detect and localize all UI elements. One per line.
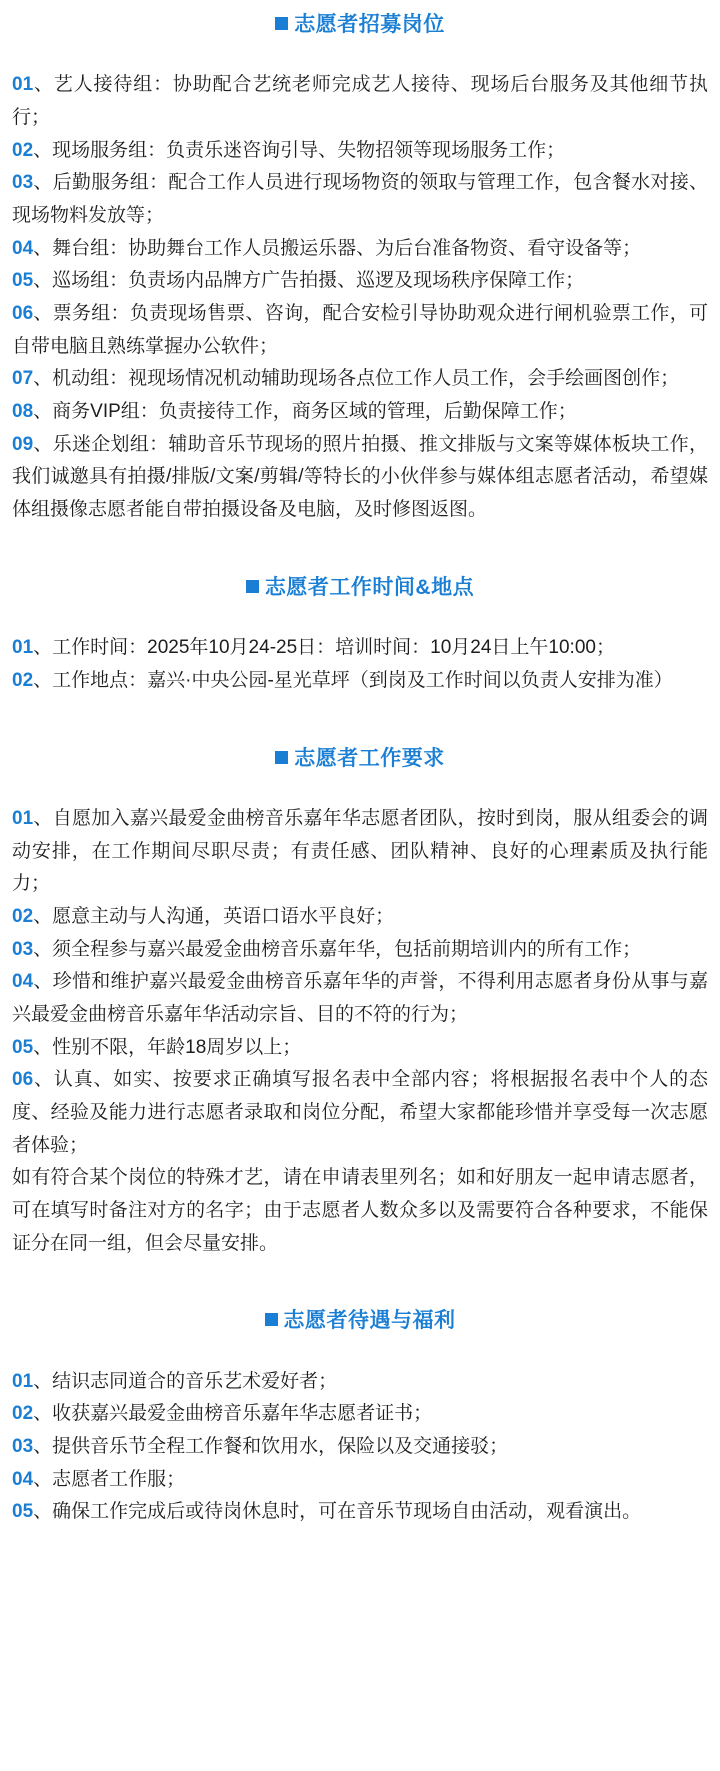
section-spacer (8, 527, 712, 573)
list-item-separator: 、 (33, 1036, 53, 1058)
list-item-number: 05 (12, 270, 34, 292)
list-item-separator: 、 (33, 237, 53, 259)
list-item-number: 03 (12, 172, 34, 194)
list-item (12, 1032, 708, 1065)
list-item-separator: 、 (33, 1436, 53, 1458)
list-item-separator: 、 (33, 971, 53, 993)
list-item-separator: 、 (33, 1370, 53, 1392)
list-item (12, 1366, 708, 1399)
list-item-text: 愿意主动与人沟通，英语口语水平良好； (52, 905, 395, 927)
list-item-number: 02 (12, 669, 34, 691)
list-item-number: 04 (12, 971, 34, 993)
list-item-number: 01 (12, 637, 34, 659)
list-item-number: 02 (12, 139, 34, 161)
document-section (8, 573, 712, 744)
list-item-separator: 、 (33, 637, 53, 659)
section-body (8, 1366, 712, 1529)
list-item-number: 03 (12, 938, 34, 960)
list-item-separator: 、 (33, 270, 53, 292)
section-heading-label: 志愿者工作时间&地点 (264, 575, 475, 599)
list-item (12, 1431, 708, 1464)
section-heading (8, 1306, 712, 1335)
list-item (12, 135, 708, 168)
list-item-text: 舞台组：协助舞台工作人员搬运乐器、为后台准备物资、看守设备等； (52, 237, 642, 259)
list-item-text: 巡场组：负责场内品牌方广告拍摄、巡逻及现场秩序保障工作； (52, 270, 585, 292)
list-item-separator: 、 (33, 74, 54, 96)
list-item-separator: 、 (33, 1403, 53, 1425)
square-bullet-icon (265, 1313, 278, 1326)
list-item-text: 如有符合某个岗位的特殊才艺，请在申请表里列名；如和好朋友一起申请志愿者，可在填写时备注对方的名字；由于志愿者人数众多以及需要符合各种要求，不能保证分在同一组，但会尽量安排。 (12, 1167, 708, 1254)
list-item-separator: 、 (33, 1069, 54, 1091)
square-bullet-icon (275, 751, 288, 764)
list-item-number: 06 (12, 1069, 34, 1091)
square-bullet-icon (275, 17, 288, 30)
list-item-text: 艺人接待组：协助配合艺统老师完成艺人接待、现场后台服务及其他细节执行； (12, 74, 708, 129)
list-item-text: 商务VIP组：负责接待工作，商务区域的管理，后勤保障工作； (52, 401, 577, 423)
section-body (8, 69, 712, 526)
list-item-separator: 、 (33, 139, 53, 161)
list-item-text: 志愿者工作服； (52, 1468, 186, 1490)
list-item-text: 须全程参与嘉兴最爱金曲榜音乐嘉年华，包括前期培训内的所有工作； (52, 938, 642, 960)
list-item-text: 机动组：视现场情况机动辅助现场各点位工作人员工作，会手绘画图创作； (52, 368, 680, 390)
section-heading-label: 志愿者待遇与福利 (283, 1309, 456, 1333)
list-item-text: 工作地点：嘉兴·中央公园-星光草坪（到岗及工作时间以负责人安排为准） (52, 669, 673, 691)
list-item-number: 02 (12, 1403, 34, 1425)
list-item (12, 298, 708, 363)
list-item-text: 收获嘉兴最爱金曲榜音乐嘉年华志愿者证书； (52, 1403, 433, 1425)
list-item (12, 396, 708, 429)
list-item-text: 认真、如实、按要求正确填写报名表中全部内容；将根据报名表中个人的态度、经验及能力进行志愿者录取和岗位分配，希望大家都能珍惜并享受每一次志愿者体验； (12, 1069, 708, 1156)
list-item-text: 珍惜和维护嘉兴最爱金曲榜音乐嘉年华的声誉，不得利用志愿者身份从事与嘉兴最爱金曲榜音乐嘉年华活动宗旨、目的不符的行为； (12, 971, 708, 1025)
list-item-separator: 、 (33, 303, 53, 325)
list-item-number: 02 (12, 905, 34, 927)
list-item-separator: 、 (33, 1468, 53, 1490)
list-item (12, 1496, 708, 1529)
section-spacer (8, 1260, 712, 1306)
list-item-number: 09 (12, 433, 34, 455)
list-item-text: 自愿加入嘉兴最爱金曲榜音乐嘉年华志愿者团队，按时到岗，服从组委会的调动安排，在工作期间尽职尽责；有责任感、团队精神、良好的心理素质及执行能力； (12, 807, 708, 895)
list-item-text: 现场服务组：负责乐迷咨询引导、失物招领等现场服务工作； (52, 139, 566, 161)
list-item-text: 乐迷企划组：辅助音乐节现场的照片拍摄、推文排版与文案等媒体板块工作，我们诚邀具有拍摄/排版/文案/剪辑/等特长的小伙伴参与媒体组志愿者活动，希望媒体组摄像志愿者能自带拍摄设备及电脑，及时修图返图。 (12, 433, 708, 521)
square-bullet-icon (246, 580, 259, 593)
list-item (12, 1398, 708, 1431)
list-item-text: 工作时间：2025年10月24-25日：培训时间：10月24日上午10:00； (52, 637, 615, 659)
list-item-number: 03 (12, 1436, 34, 1458)
list-item (12, 1064, 708, 1162)
list-item-separator: 、 (33, 433, 53, 455)
list-item (12, 363, 708, 396)
section-body (8, 803, 712, 1260)
document-section (8, 1306, 712, 1529)
document-section (8, 10, 712, 573)
section-heading (8, 744, 712, 773)
list-item-number: 01 (12, 807, 34, 829)
list-item (12, 934, 708, 967)
list-item (12, 233, 708, 266)
list-item-separator: 、 (33, 1501, 53, 1523)
list-item-separator: 、 (33, 938, 53, 960)
section-heading-label: 志愿者招募岗位 (294, 13, 445, 36)
list-item-separator: 、 (33, 401, 53, 423)
section-heading-label: 志愿者工作要求 (294, 746, 445, 770)
list-item-number: 05 (12, 1036, 34, 1058)
section-heading (8, 10, 712, 39)
list-item-text: 确保工作完成后或待岗休息时，可在音乐节现场自由活动，观看演出。 (52, 1501, 642, 1523)
list-item-number: 07 (12, 368, 34, 390)
list-item (12, 429, 708, 527)
list-item (12, 1162, 708, 1260)
list-item (12, 966, 708, 1031)
list-item (12, 265, 708, 298)
list-item-separator: 、 (33, 905, 53, 927)
list-item-separator: 、 (33, 368, 53, 390)
list-item-separator: 、 (33, 172, 53, 194)
list-item (12, 803, 708, 901)
list-item-number: 04 (12, 237, 34, 259)
list-item-text: 结识志同道合的音乐艺术爱好者； (52, 1370, 338, 1392)
list-item-number: 05 (12, 1501, 34, 1523)
list-item-number: 04 (12, 1468, 34, 1490)
list-item-text: 提供音乐节全程工作餐和饮用水，保险以及交通接驳； (52, 1436, 509, 1458)
list-item-number: 06 (12, 303, 34, 325)
list-item (12, 69, 708, 134)
document-section (8, 744, 712, 1307)
list-item-text: 性别不限，年龄18周岁以上； (52, 1036, 302, 1058)
list-item (12, 632, 708, 665)
list-item-separator: 、 (33, 669, 53, 691)
list-item-text: 后勤服务组：配合工作人员进行现场物资的领取与管理工作，包含餐水对接、现场物料发放等； (12, 172, 708, 227)
list-item-number: 01 (12, 74, 34, 96)
list-item-number: 01 (12, 1370, 34, 1392)
sections-container (8, 10, 712, 1529)
list-item-text: 票务组：负责现场售票、咨询，配合安检引导协助观众进行闸机验票工作，可自带电脑且熟练掌握办公软件； (12, 303, 708, 357)
list-item (12, 665, 708, 698)
section-body (8, 632, 712, 697)
list-item (12, 167, 708, 232)
section-spacer (8, 698, 712, 744)
list-item (12, 1464, 708, 1497)
list-item-separator: 、 (33, 807, 53, 829)
list-item-number: 08 (12, 401, 34, 423)
section-heading (8, 573, 712, 602)
list-item (12, 901, 708, 934)
